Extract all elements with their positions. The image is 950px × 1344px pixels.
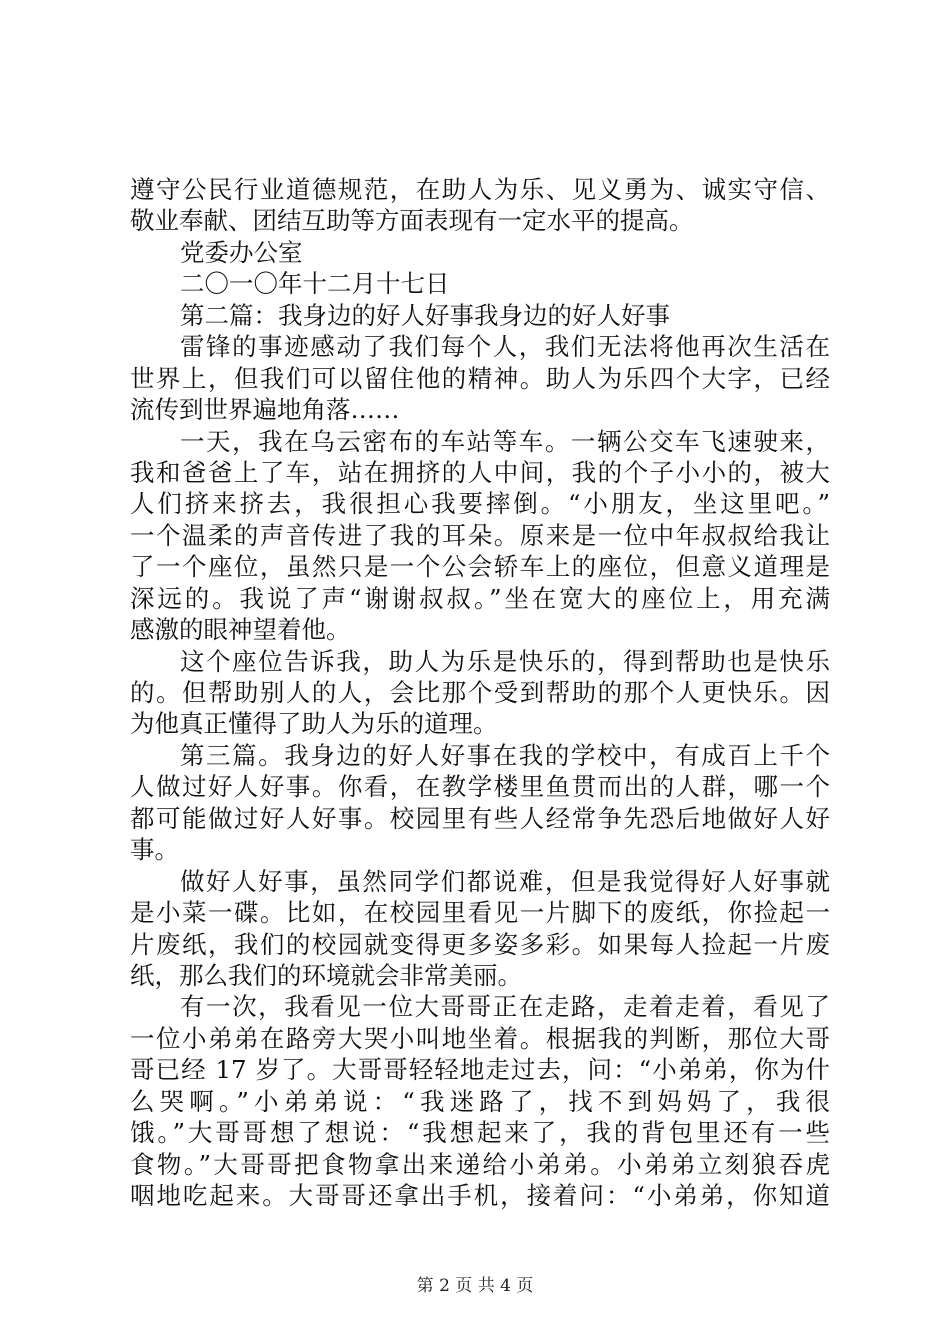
text-line: 都可能做过好人好事。校园里有些人经常争先恐后地做好人好 xyxy=(130,803,830,833)
text-line: 这个座位告诉我，助人为乐是快乐的，得到帮助也是快乐 xyxy=(180,646,830,676)
text-line: 世界上，但我们可以留住他的精神。助人为乐四个大字，已经 xyxy=(130,363,830,393)
text-line: 咽地吃起来。大哥哥还拿出手机，接着问：“小弟弟，你知道 xyxy=(130,1181,830,1210)
text-line: 食物。”大哥哥把食物拿出来递给小弟弟。小弟弟立刻狼吞虎 xyxy=(130,1149,830,1179)
page-footer: 第 2 页 共 4 页 xyxy=(416,1276,534,1296)
text-line: 党委办公室 xyxy=(180,237,303,267)
text-line: 做好人好事，虽然同学们都说难，但是我觉得好人好事就 xyxy=(180,866,830,896)
text-line: 一位小弟弟在路旁大哭小叫地坐着。根据我的判断，那位大哥 xyxy=(130,1023,830,1053)
text-line: 敬业奉献、团结互助等方面表现有一定水平的提高。 xyxy=(130,206,694,236)
text-line: 第二篇：我身边的好人好事我身边的好人好事 xyxy=(180,300,670,330)
text-line: 第三篇。我身边的好人好事在我的学校中，有成百上千个 xyxy=(180,740,830,770)
text-line: 深远的。我说了声“谢谢叔叔。”坐在宽大的座位上，用充满 xyxy=(130,583,830,613)
text-line: 流传到世界遍地角落…… xyxy=(130,395,400,425)
text-line: 二〇一〇年十二月十七日 xyxy=(180,269,450,299)
text-line: 有一次，我看见一位大哥哥正在走路，走着走着，看见了 xyxy=(180,992,830,1022)
text-line: 一天，我在乌云密布的车站等车。一辆公交车飞速驶来， xyxy=(180,426,830,456)
text-line: 饿。”大哥哥想了想说：“我想起来了，我的背包里还有一些 xyxy=(130,1118,830,1148)
text-line: 片废纸，我们的校园就变得更多姿多彩。如果每人捡起一片废 xyxy=(130,929,830,959)
text-line: 为他真正懂得了助人为乐的道理。 xyxy=(130,709,498,739)
document-body xyxy=(130,174,830,1211)
text-line: 我和爸爸上了车，站在拥挤的人中间，我的个子小小的，被大 xyxy=(130,457,830,487)
text-line: 雷锋的事迹感动了我们每个人，我们无法将他再次生活在 xyxy=(180,332,830,362)
text-line: 遵守公民行业道德规范，在助人为乐、见义勇为、诚实守信、 xyxy=(130,175,830,204)
text-line: 纸，那么我们的环境就会非常美丽。 xyxy=(130,960,522,990)
text-line: 事。 xyxy=(130,835,179,865)
text-line: 人做过好人好事。你看，在教学楼里鱼贯而出的人群，哪一个 xyxy=(130,772,830,802)
text-line: 人们挤来挤去，我很担心我要摔倒。“小朋友，坐这里吧。” xyxy=(130,489,830,519)
text-line: 么哭啊。”小弟弟说：“我迷路了，找不到妈妈了，我很 xyxy=(130,1086,830,1116)
text-line: 了一个座位，虽然只是一个公会轿车上的座位，但意义道理是 xyxy=(130,552,830,582)
text-line: 感激的眼神望着他。 xyxy=(130,615,351,645)
text-line: 的。但帮助别人的人，会比那个受到帮助的那个人更快乐。因 xyxy=(130,678,830,707)
text-line: 哥已经 17 岁了。大哥哥轻轻地走过去，问：“小弟弟，你为什 xyxy=(130,1055,830,1085)
text-line: 一个温柔的声音传进了我的耳朵。原来是一位中年叔叔给我让 xyxy=(130,520,830,550)
text-line: 是小菜一碟。比如，在校园里看见一片脚下的废纸，你捡起一 xyxy=(130,898,830,928)
